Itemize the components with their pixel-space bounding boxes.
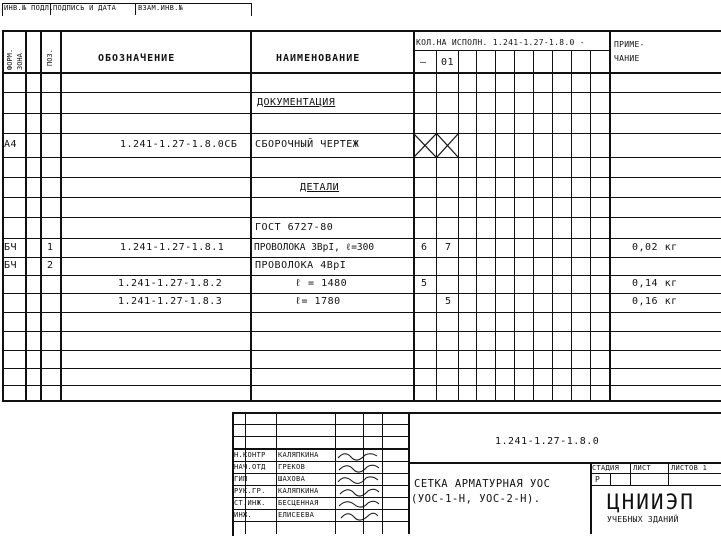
row-name: ПРОВОЛОКА 3ВрI, ℓ=300 <box>254 242 375 253</box>
row-designation: 1.241-1.27-1.8.2 <box>118 278 223 289</box>
signature-date-label: ПОДПИСЬ И ДАТА <box>53 4 117 12</box>
signer-name: ШАХОВА <box>278 475 306 483</box>
inv-no-label: ИНВ.№ ПОДЛ. <box>4 4 54 12</box>
row-qty: 5 <box>445 296 452 307</box>
row-name: ℓ = 1480 <box>295 278 348 289</box>
row-name: СБОРОЧНЫЙ ЧЕРТЕЖ <box>255 139 360 150</box>
row-pos: 2 <box>47 260 54 271</box>
header-zone: ЗОНА <box>16 53 24 70</box>
row-note: 0,14 кг <box>632 278 678 289</box>
header-var-01: 01 <box>441 57 455 68</box>
org-name: ЦНИИЭП <box>607 490 695 514</box>
signer-name: ГРЕКОВ <box>278 463 306 471</box>
row-pos: 1 <box>47 242 54 253</box>
row-name: ПРОВОЛОКА 4ВрI <box>255 260 347 271</box>
signer-role: СТ.ИНЖ. <box>234 499 266 507</box>
org-subtitle: УЧЕБНЫХ ЗДАНИЙ <box>607 515 679 524</box>
stage-value: Р <box>595 475 601 484</box>
row-designation: 1.241-1.27-1.8.1 <box>120 242 225 253</box>
drawing-title: СЕТКА АРМАТУРНАЯ УОС <box>414 478 551 490</box>
header-var-dash: — <box>420 57 427 68</box>
signer-role: Н.КОНТР <box>234 451 266 459</box>
row-qty: 5 <box>421 278 428 289</box>
handwritten-signatures <box>335 449 382 533</box>
drawing-title: (УОС-1-Н, УОС-2-Н). <box>411 493 541 505</box>
row-format: А4 <box>4 139 18 150</box>
signer-name: КАЛЯПКИНА <box>278 451 319 459</box>
row-format: БЧ <box>4 260 18 271</box>
row-qty: 6 <box>421 242 428 253</box>
cross-mark <box>414 134 436 157</box>
row-designation: 1.241-1.27-1.8.0СБ <box>120 139 238 150</box>
spec-table <box>2 30 721 402</box>
row-format: БЧ <box>4 242 18 253</box>
replace-inv-label: ВЗАМ.ИНВ.№ <box>138 4 184 12</box>
header-pos: ПОЗ. <box>46 49 54 66</box>
signer-name: ЕЛИСЕЕВА <box>278 511 315 519</box>
doc-number: 1.241-1.27-1.8.0 <box>495 436 600 447</box>
signer-role: ИНЖ. <box>234 511 253 519</box>
header-qty: КОЛ.НА ИСПОЛН. 1.241-1.27-1.8.0 - <box>416 38 585 47</box>
signer-name: БЕСЦЕННАЯ <box>278 499 319 507</box>
cross-mark <box>437 134 458 157</box>
signer-role: НАЧ.ОТД <box>234 463 266 471</box>
signer-name: КАЛЯПКИНА <box>278 487 319 495</box>
row-note: 0,16 кг <box>632 296 678 307</box>
sheet-label: ЛИСТ <box>633 464 652 472</box>
header-designation: ОБОЗНАЧЕНИЕ <box>98 53 176 64</box>
row-qty: 7 <box>445 242 452 253</box>
sheets-label: ЛИСТОВ 1 <box>671 464 708 472</box>
stage-label: СТАДИЯ <box>592 464 620 472</box>
row-name: ℓ= 1780 <box>295 296 341 307</box>
header-note: ПРИМЕ- ЧАНИЕ <box>614 40 645 63</box>
section-documentation: ДОКУМЕНТАЦИЯ <box>257 97 336 108</box>
row-name: ГОСТ 6727-80 <box>255 222 334 233</box>
header-format: ФОРМ. <box>6 48 14 70</box>
signer-role: ГИП <box>234 475 248 483</box>
section-details: ДЕТАЛИ <box>300 182 340 193</box>
signer-role: РУК.ГР. <box>234 487 266 495</box>
row-note: 0,02 кг <box>632 242 678 253</box>
header-name: НАИМЕНОВАНИЕ <box>276 53 361 64</box>
row-designation: 1.241-1.27-1.8.3 <box>118 296 223 307</box>
